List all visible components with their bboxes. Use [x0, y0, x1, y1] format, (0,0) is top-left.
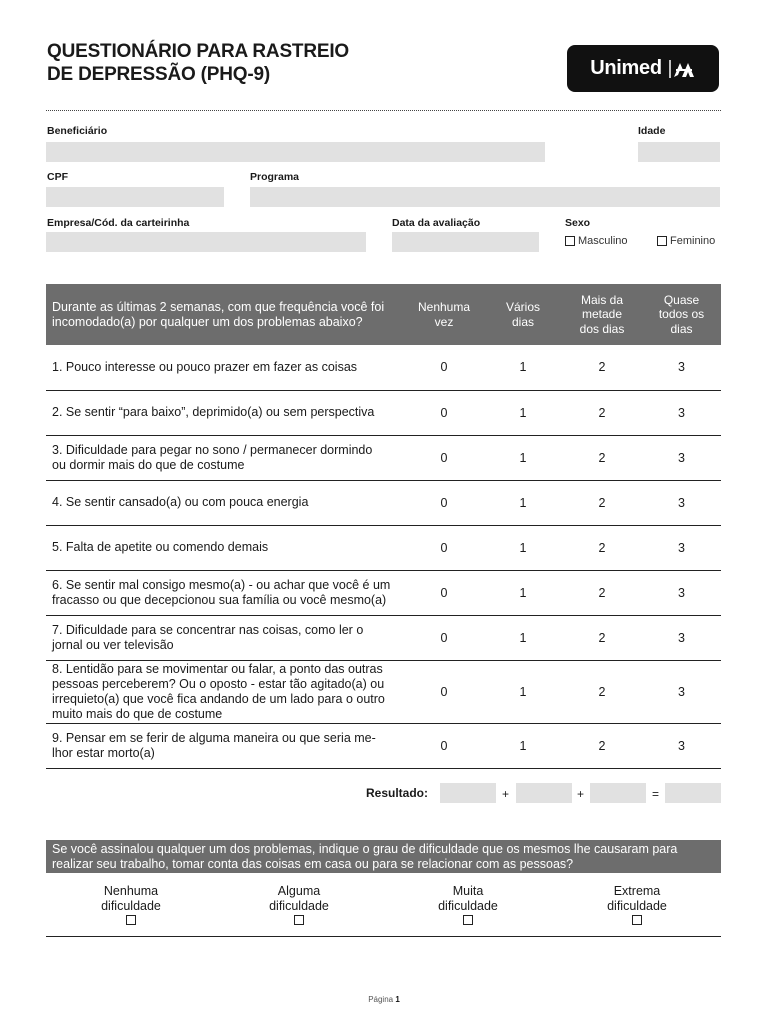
score-option[interactable]: 0 — [404, 723, 484, 768]
difficulty-checkbox[interactable] — [463, 915, 473, 925]
result-box-2[interactable] — [516, 783, 572, 803]
score-option[interactable]: 2 — [562, 435, 642, 480]
difficulty-option-label: Muita — [452, 884, 484, 898]
table-row — [46, 615, 721, 660]
score-option[interactable]: 2 — [562, 615, 642, 660]
option-header-text: Vários — [505, 300, 540, 314]
option-header-text: dias — [670, 321, 693, 336]
score-option[interactable]: 3 — [642, 660, 721, 723]
table-row — [46, 570, 721, 615]
sexo-feminino-option[interactable] — [657, 235, 715, 247]
difficulty-checkbox[interactable] — [632, 915, 642, 925]
score-option[interactable]: 3 — [642, 480, 721, 525]
data-avaliacao-field[interactable] — [392, 232, 539, 252]
score-option[interactable]: 2 — [562, 525, 642, 570]
difficulty-option-extrema[interactable] — [582, 884, 692, 929]
masculino-label: Masculino — [578, 235, 628, 247]
score-option[interactable]: 3 — [642, 570, 721, 615]
score-option[interactable]: 2 — [562, 723, 642, 768]
difficulty-option-alguma[interactable] — [244, 884, 354, 929]
option-header-text: Quase — [663, 292, 700, 307]
option-header-3 — [642, 284, 721, 345]
data-avaliacao-label: Data da avaliação — [392, 217, 481, 229]
idade-field[interactable] — [638, 142, 720, 162]
difficulty-prompt: Se você assinalou qualquer um dos problemas, indique o grau de dificuldade que os mesmos lhe causaram para realizar seu trabalho, tomar conta das coisas em casa ou para se relacionar com as pessoas? — [46, 840, 721, 873]
result-box-1[interactable] — [440, 783, 496, 803]
question-line: irrequieto(a) que você fica andando de um lado para o outro — [52, 691, 385, 706]
question-line: 1. Pouco interesse ou pouco prazer em fazer as coisas — [52, 359, 358, 374]
question-line: 5. Falta de apetite ou comendo demais — [52, 540, 269, 554]
title-line-2: DE DEPRESSÃO (PHQ-9) — [47, 64, 270, 85]
score-option[interactable]: 3 — [642, 390, 721, 435]
table-row — [46, 525, 721, 570]
score-option[interactable]: 0 — [404, 615, 484, 660]
score-option[interactable]: 1 — [484, 480, 562, 525]
question-line: 7. Dificuldade para se concentrar nas coisas, como ler o — [52, 622, 364, 637]
question-text — [46, 390, 404, 435]
sexo-label: Sexo — [565, 217, 591, 229]
question-line: fracasso ou que decepcionou sua família ou você mesmo(a) — [52, 592, 387, 607]
beneficiario-field[interactable] — [46, 142, 545, 162]
difficulty-option-muita[interactable] — [413, 884, 523, 929]
masculino-checkbox[interactable] — [565, 236, 575, 246]
score-option[interactable]: 0 — [404, 525, 484, 570]
score-option[interactable]: 1 — [484, 435, 562, 480]
page-footer — [0, 995, 768, 1004]
unimed-logo-mark-icon — [668, 59, 696, 79]
question-line: 3. Dificuldade para pegar no sono / permanecer dormindo — [52, 442, 373, 457]
result-total-box[interactable] — [665, 783, 721, 803]
result-label: Resultado: — [366, 786, 429, 800]
phq9-table — [46, 284, 721, 769]
sexo-masculino-option[interactable] — [565, 235, 628, 247]
option-header-text: vez — [434, 314, 454, 329]
score-option[interactable]: 2 — [562, 390, 642, 435]
table-row — [46, 435, 721, 480]
table-header-row — [46, 284, 721, 345]
programa-field[interactable] — [250, 187, 720, 207]
option-header-text: metade — [581, 307, 623, 322]
difficulty-option-label: dificuldade — [269, 899, 329, 913]
idade-label: Idade — [638, 125, 666, 137]
score-option[interactable]: 0 — [404, 345, 484, 390]
feminino-checkbox[interactable] — [657, 236, 667, 246]
feminino-label: Feminino — [670, 235, 716, 247]
question-text — [46, 723, 404, 768]
difficulty-checkbox[interactable] — [126, 915, 136, 925]
option-header-text: dos dias — [579, 321, 625, 336]
title-line-1: QUESTIONÁRIO PARA RASTREIO — [47, 41, 349, 62]
difficulty-option-label: dificuldade — [607, 899, 667, 913]
score-option[interactable]: 0 — [404, 480, 484, 525]
table-row — [46, 345, 721, 390]
question-line: ou dormir mais do que de costume — [52, 457, 245, 472]
logo-text: Unimed — [590, 57, 662, 79]
unimed-logo — [567, 45, 719, 92]
option-header-text: Mais da — [580, 292, 624, 307]
table-row — [46, 723, 721, 768]
result-box-3[interactable] — [590, 783, 646, 803]
question-line: jornal ou ver televisão — [52, 637, 174, 652]
question-text — [46, 660, 404, 723]
score-option[interactable]: 0 — [404, 390, 484, 435]
score-option[interactable]: 3 — [642, 615, 721, 660]
score-option[interactable]: 3 — [642, 723, 721, 768]
empresa-field[interactable] — [46, 232, 366, 252]
table-row — [46, 660, 721, 723]
option-header-0 — [404, 284, 484, 345]
question-text — [46, 525, 404, 570]
difficulty-option-label: dificuldade — [101, 899, 161, 913]
question-line: 2. Se sentir “para baixo”, deprimido(a) ou sem perspectiva — [52, 405, 375, 419]
page-title — [47, 40, 349, 86]
question-line: 9. Pensar em se ferir de alguma maneira ou que seria me- — [52, 730, 376, 745]
question-line: 6. Se sentir mal consigo mesmo(a) - ou achar que você é um — [52, 577, 391, 592]
option-header-text: todos os — [658, 307, 705, 322]
score-option[interactable]: 1 — [484, 723, 562, 768]
difficulty-option-nenhuma[interactable] — [76, 884, 186, 929]
question-text — [46, 615, 404, 660]
difficulty-option-label: Extrema — [613, 884, 661, 898]
score-option[interactable]: 3 — [642, 435, 721, 480]
difficulty-option-label: Nenhuma — [103, 884, 159, 898]
question-line: pessoas perceberem? Ou o oposto - estar tão agitado(a) ou — [52, 676, 385, 691]
score-option[interactable]: 1 — [484, 615, 562, 660]
question-line: 8. Lentidão para se movimentar ou falar, a ponto das outras — [52, 661, 383, 676]
bottom-divider — [46, 936, 721, 937]
question-header: Durante as últimas 2 semanas, com que frequência você foi incomodado(a) por qualquer um dos problemas abaixo? — [52, 299, 385, 329]
option-header-1 — [484, 284, 562, 345]
score-option[interactable]: 0 — [404, 570, 484, 615]
score-option[interactable]: 3 — [642, 345, 721, 390]
cpf-field[interactable] — [46, 187, 224, 207]
table-row — [46, 390, 721, 435]
score-option[interactable]: 1 — [484, 660, 562, 723]
header-divider — [46, 110, 721, 111]
option-header-text: Nenhuma — [417, 300, 471, 314]
score-option[interactable]: 3 — [642, 525, 721, 570]
difficulty-option-label: dificuldade — [438, 899, 498, 913]
score-option[interactable]: 2 — [562, 345, 642, 390]
page-number: 1 — [395, 995, 400, 1004]
question-line: muito mais do que de costume — [52, 706, 223, 721]
question-text — [46, 570, 404, 615]
difficulty-checkbox[interactable] — [294, 915, 304, 925]
footer-label: Página — [368, 995, 394, 1004]
plus-sign-1: + — [502, 787, 510, 801]
score-option[interactable]: 1 — [484, 525, 562, 570]
plus-sign-2: + — [577, 787, 585, 801]
cpf-label: CPF — [47, 171, 68, 183]
question-line: lhor estar morto(a) — [52, 745, 155, 760]
option-header-2 — [562, 284, 642, 345]
score-option[interactable]: 0 — [404, 660, 484, 723]
table-row — [46, 480, 721, 525]
programa-label: Programa — [250, 171, 300, 183]
score-option[interactable]: 1 — [484, 570, 562, 615]
question-line: 4. Se sentir cansado(a) ou com pouca energia — [52, 495, 309, 509]
score-option[interactable]: 1 — [484, 345, 562, 390]
question-text — [46, 480, 404, 525]
score-option[interactable]: 1 — [484, 390, 562, 435]
score-option[interactable]: 2 — [562, 570, 642, 615]
question-text — [46, 435, 404, 480]
empresa-label: Empresa/Cód. da carteirinha — [47, 217, 190, 229]
score-option[interactable]: 2 — [562, 480, 642, 525]
equals-sign: = — [652, 787, 660, 801]
question-text — [46, 345, 404, 390]
option-header-text: dias — [511, 314, 534, 329]
score-option[interactable]: 0 — [404, 435, 484, 480]
difficulty-option-label: Alguma — [277, 884, 321, 898]
score-option[interactable]: 2 — [562, 660, 642, 723]
beneficiario-label: Beneficiário — [47, 125, 108, 137]
